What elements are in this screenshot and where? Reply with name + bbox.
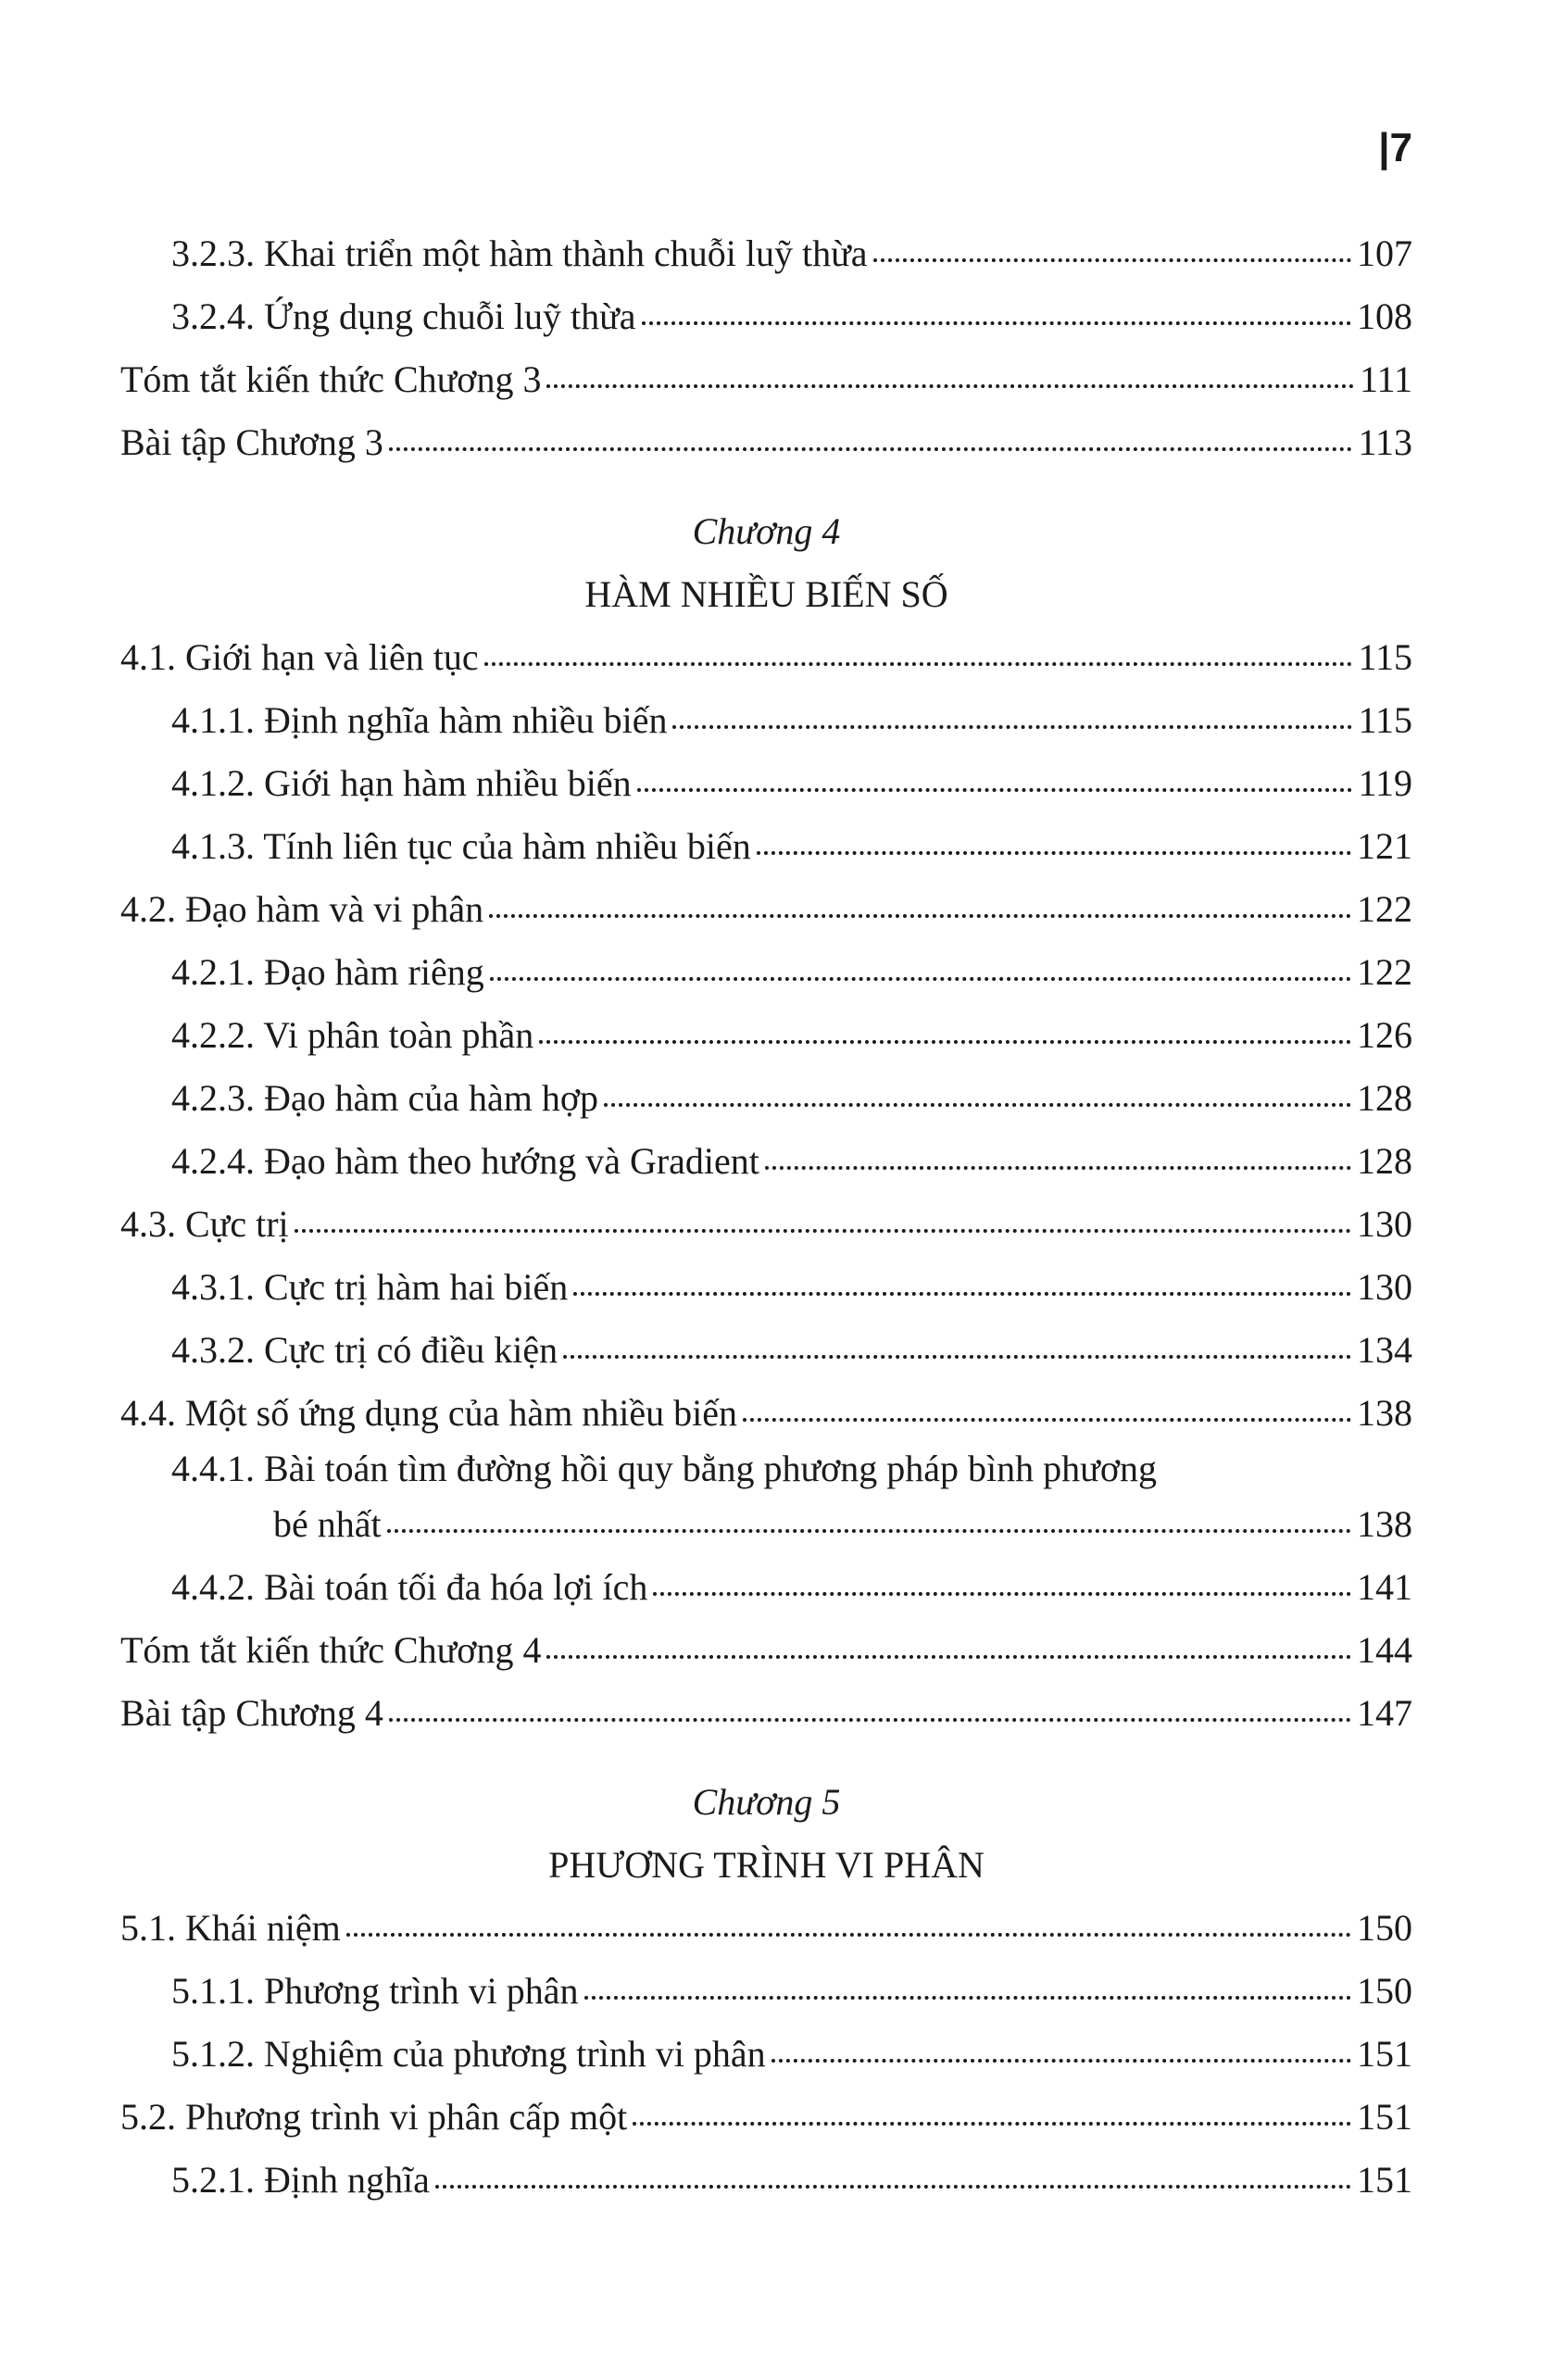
toc-entry-page: 115 [1358, 636, 1412, 678]
dot-leader [484, 633, 1353, 670]
toc-entry[interactable] [120, 2149, 1412, 2212]
toc-entry-label: 5.1.2. Nghiệm của phương trình vi phân [171, 2033, 766, 2075]
dot-leader [295, 1199, 1351, 1236]
dot-leader [546, 355, 1354, 392]
toc-entry[interactable] [120, 1897, 1412, 1960]
toc-entry[interactable] [120, 752, 1412, 815]
table-of-contents [120, 222, 1412, 2212]
toc-entry-page: 126 [1357, 1014, 1412, 1056]
toc-entry[interactable] [120, 1067, 1412, 1130]
dot-leader [873, 229, 1351, 266]
toc-entry-page: 147 [1357, 1692, 1412, 1734]
toc-entry-label: 5.1.1. Phương trình vi phân [171, 1970, 579, 2012]
dot-leader [771, 2029, 1351, 2066]
toc-entry-page: 138 [1357, 1503, 1412, 1545]
toc-entry[interactable] [120, 689, 1412, 752]
toc-entry[interactable] [120, 2023, 1412, 2086]
toc-entry-label: 3.2.4. Ứng dụng chuỗi luỹ thừa [171, 295, 636, 337]
dot-leader [743, 1388, 1351, 1425]
toc-entry-label: 5.1. Khái niệm [120, 1907, 341, 1949]
toc-entry-label: 3.2.3. Khai triển một hàm thành chuỗi luỹ thừa [171, 232, 868, 274]
dot-leader [435, 2155, 1351, 2192]
dot-leader [563, 1325, 1351, 1362]
toc-entry-label: 4.2. Đạo hàm và vi phân [120, 888, 484, 930]
toc-entry[interactable] [120, 1619, 1412, 1682]
toc-entry-page: 141 [1357, 1566, 1412, 1608]
toc-entry-page: 138 [1357, 1392, 1412, 1434]
toc-entry-page: 119 [1358, 762, 1412, 804]
toc-entry-page: 122 [1357, 951, 1412, 993]
toc-entry-label: 4.2.2. Vi phân toàn phần [171, 1014, 534, 1056]
toc-entry[interactable] [120, 1319, 1412, 1382]
toc-entry-page: 128 [1357, 1077, 1412, 1119]
dot-leader [633, 2092, 1351, 2129]
dot-leader [389, 1688, 1351, 1725]
toc-entry[interactable] [120, 348, 1412, 411]
dot-leader [604, 1073, 1351, 1110]
toc-entry-page: 122 [1357, 888, 1412, 930]
toc-entry[interactable] [120, 1556, 1412, 1619]
dot-leader [389, 418, 1353, 455]
toc-entry-page: 113 [1358, 421, 1412, 463]
toc-entry-page: 150 [1357, 1907, 1412, 1949]
toc-entry-label: 4.3.1. Cực trị hàm hai biến [171, 1266, 569, 1308]
toc-entry-page: 130 [1357, 1266, 1412, 1308]
toc-entry-label: Bài tập Chương 4 [120, 1692, 383, 1734]
dot-leader [539, 1010, 1351, 1048]
page-number: |7 [1378, 125, 1412, 170]
toc-entry-page: 151 [1357, 2033, 1412, 2075]
toc-entry-label: 4.3.2. Cực trị có điều kiện [171, 1329, 558, 1371]
toc-entry-label: 5.2.1. Định nghĩa [171, 2159, 430, 2201]
toc-entry-page: 151 [1357, 2159, 1412, 2201]
chapter-title: Chương 4 [692, 510, 841, 552]
toc-entry[interactable] [120, 1256, 1412, 1319]
toc-entry[interactable] [120, 1382, 1412, 1445]
chapter-name: PHƯƠNG TRÌNH VI PHÂN [548, 1844, 985, 1886]
toc-entry[interactable] [120, 1004, 1412, 1067]
toc-entry-page: 107 [1357, 232, 1412, 274]
toc-entry[interactable] [120, 285, 1412, 348]
toc-entry[interactable] [120, 1960, 1412, 2023]
dot-leader [346, 1903, 1351, 1940]
dot-leader [765, 1136, 1351, 1173]
toc-entry[interactable] [120, 1682, 1412, 1745]
toc-entry-label: 4.4.1. Bài toán tìm đường hồi quy bằng phương pháp bình phương [171, 1448, 1157, 1489]
toc-entry-page: 150 [1357, 1970, 1412, 2012]
toc-entry[interactable] [120, 941, 1412, 1004]
toc-entry-page: 134 [1357, 1329, 1412, 1371]
dot-leader [490, 947, 1351, 985]
toc-entry-page: 115 [1358, 699, 1412, 741]
toc-entry-label: 4.2.4. Đạo hàm theo hướng và Gradient [171, 1140, 759, 1182]
dot-leader [672, 696, 1352, 733]
toc-entry-label: Bài tập Chương 3 [120, 421, 383, 463]
toc-entry[interactable] [120, 411, 1412, 474]
toc-entry-label-continued: bé nhất [273, 1503, 382, 1545]
toc-entry[interactable] [120, 222, 1412, 285]
toc-entry[interactable] [120, 878, 1412, 941]
dot-leader [637, 759, 1353, 796]
toc-entry-label: 4.4. Một số ứng dụng của hàm nhiều biến [120, 1392, 738, 1434]
toc-entry-page: 144 [1357, 1629, 1412, 1671]
dot-leader [387, 1499, 1351, 1537]
toc-entry-continuation [120, 1493, 1412, 1556]
dot-leader [573, 1262, 1351, 1299]
toc-entry-label: 4.1.2. Giới hạn hàm nhiều biến [171, 762, 632, 804]
toc-entry-label: 5.2. Phương trình vi phân cấp một [120, 2096, 628, 2138]
toc-entry-label: 4.3. Cực trị [120, 1203, 289, 1245]
toc-entry-label: 4.1.3. Tính liên tục của hàm nhiều biến [171, 825, 751, 867]
toc-entry-page: 121 [1357, 825, 1412, 867]
toc-entry[interactable] [120, 1130, 1412, 1193]
toc-entry[interactable] [120, 1445, 1412, 1556]
dot-leader [584, 1966, 1352, 2003]
toc-entry-label: 4.2.1. Đạo hàm riêng [171, 951, 484, 993]
toc-entry[interactable] [120, 2086, 1412, 2149]
toc-entry[interactable] [120, 1193, 1412, 1256]
toc-entry[interactable] [120, 626, 1412, 689]
toc-entry-page: 130 [1357, 1203, 1412, 1245]
dot-leader [757, 822, 1351, 859]
toc-entry-label: Tóm tắt kiến thức Chương 3 [120, 358, 542, 400]
toc-entry-page: 128 [1357, 1140, 1412, 1182]
toc-entry-page: 108 [1357, 295, 1412, 337]
toc-entry-page: 151 [1357, 2096, 1412, 2138]
toc-entry-label: 4.1.1. Định nghĩa hàm nhiều biến [171, 699, 668, 741]
dot-leader [653, 1562, 1351, 1599]
toc-entry-label: 4.2.3. Đạo hàm của hàm hợp [171, 1077, 599, 1119]
chapter-name: HÀM NHIỀU BIẾN SỐ [584, 573, 948, 615]
dot-leader [489, 884, 1351, 922]
toc-entry-label: 4.1. Giới hạn và liên tục [120, 636, 479, 678]
toc-entry-label: 4.4.2. Bài toán tối đa hóa lợi ích [171, 1566, 648, 1608]
toc-entry-page: 111 [1359, 358, 1412, 400]
dot-leader [546, 1625, 1351, 1662]
chapter-title: Chương 5 [692, 1781, 841, 1823]
toc-entry[interactable] [120, 815, 1412, 878]
dot-leader [642, 292, 1351, 329]
toc-entry-label: Tóm tắt kiến thức Chương 4 [120, 1629, 542, 1671]
